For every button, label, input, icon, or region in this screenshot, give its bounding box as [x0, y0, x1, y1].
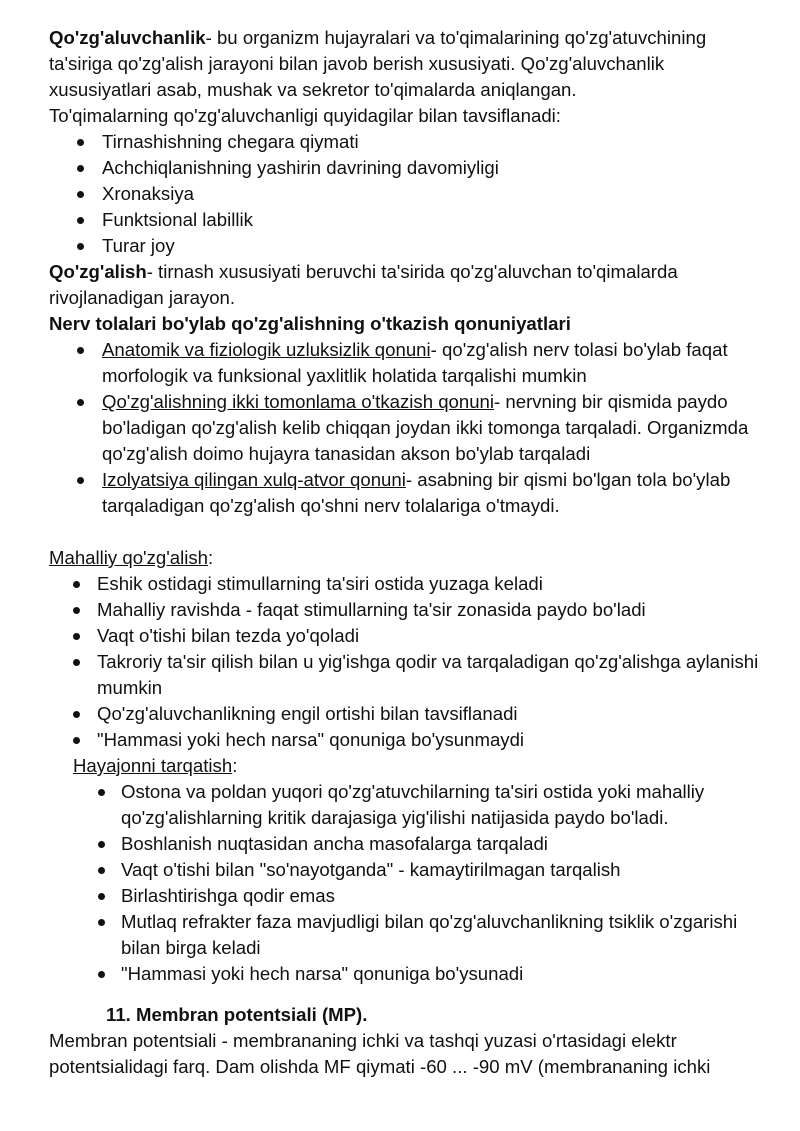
law-item — [49, 337, 769, 389]
excitability-definition — [49, 25, 769, 103]
excitability-characteristics-list — [49, 129, 769, 259]
list-item: Turar joy — [49, 233, 769, 259]
heading-colon: : — [232, 755, 238, 776]
list-item: Mutlaq refrakter faza mavjudligi bilan qo'zg'aluvchanlikning tsiklik o'zgarishi bilan birga keladi — [49, 909, 769, 961]
law-item — [49, 389, 769, 467]
law-text: - nervning bir qismida paydo bo'ladigan qo'zg'alish kelib chiqqan joydan ikki tomonga tarqaladi. Organizmda qo'zg'alish doimo hujayra tanasidan akson bo'ylab tarqaladi — [102, 391, 749, 464]
law-name: Anatomik va fiziologik uzluksizlik qonuni — [102, 339, 431, 360]
excitability-text: - bu organizm hujayralari va to'qimalarining qo'zg'atuvchining ta'siriga qo'zg'alish jarayoni bilan javob berish xususiyati. Qo'zg'aluvchanlik xususiyatlari asab, mushak va sekretor to'qimalarda aniqlangan. — [49, 27, 707, 100]
law-text: - asabning bir qismi bo'lgan tola bo'ylab tarqaladigan qo'zg'alish qo'shni nerv tolalariga o'tmaydi. — [102, 469, 731, 516]
heading-colon: : — [208, 547, 214, 568]
list-item: "Hammasi yoki hech narsa" qonuniga bo'ysunmaydi — [49, 727, 769, 753]
section-11-heading: 11. Membran potentsiali (MP). — [106, 1004, 368, 1025]
law-item — [49, 467, 769, 519]
blank-line — [49, 519, 769, 545]
spreading-excitation-heading — [49, 753, 769, 779]
local-excitation-heading — [49, 545, 769, 571]
list-item: Eshik ostidagi stimullarning ta'siri ostida yuzaga keladi — [49, 571, 769, 597]
list-item: Tirnashishning chegara qiymati — [49, 129, 769, 155]
list-item: Takroriy ta'sir qilish bilan u yig'ishga qodir va tarqaladigan qo'zg'alishga aylanishi mumkin — [49, 649, 769, 701]
section-11-text: Membran potentsiali - membrananing ichki va tashqi yuzasi o'rtasidagi elektr potentsialidagi farq. Dam olishda MF qiymati -60 ... -90 mV (membrananing ichki — [49, 1030, 711, 1077]
laws-heading: Nerv tolalari bo'ylab qo'zg'alishning o'tkazish qonuniyatlari — [49, 313, 571, 334]
law-text: - qo'zg'alish nerv tolasi bo'ylab faqat morfologik va funksional yaxlitlik holatida tarqalishi mumkin — [102, 339, 728, 386]
local-excitation-list — [49, 571, 769, 753]
spreading-excitation-title: Hayajonni tarqatish — [73, 755, 233, 776]
list-item: Mahalliy ravishda - faqat stimullarning ta'sir zonasida paydo bo'ladi — [49, 597, 769, 623]
law-name: Qo'zg'alishning ikki tomonlama o'tkazish qonuni — [102, 391, 495, 412]
list-item: Ostona va poldan yuqori qo'zg'atuvchilarning ta'siri ostida yoki mahalliy qo'zg'alishlarning kritik darajasiga yig'ilishi natijasida paydo bo'ladi. — [49, 779, 769, 831]
list-item: Boshlanish nuqtasidan ancha masofalarga tarqaladi — [49, 831, 769, 857]
list-item: Vaqt o'tishi bilan "so'nayotganda" - kamaytirilmagan tarqalish — [49, 857, 769, 883]
excitation-term: Qo'zg'alish — [49, 261, 147, 282]
conduction-laws-list — [49, 337, 769, 519]
local-excitation-title: Mahalliy qo'zg'alish — [49, 547, 209, 568]
law-name: Izolyatsiya qilingan xulq-atvor qonuni — [102, 469, 406, 490]
spreading-excitation-list — [49, 779, 769, 987]
document-page — [49, 25, 769, 1080]
list-item: Xronaksiya — [49, 181, 769, 207]
list-item: Qo'zg'aluvchanlikning engil ortishi bilan tavsiflanadi — [49, 701, 769, 727]
list-item: "Hammasi yoki hech narsa" qonuniga bo'ysunadi — [49, 961, 769, 987]
excitation-text: - tirnash xususiyati beruvchi ta'sirida qo'zg'aluvchan to'qimalarda rivojlanadigan jarayon. — [49, 261, 678, 308]
characterized-by-text: To'qimalarning qo'zg'aluvchanligi quyidagilar bilan tavsiflanadi: — [49, 105, 561, 126]
list-item: Achchiqlanishning yashirin davrining davomiyligi — [49, 155, 769, 181]
list-item: Birlashtirishga qodir emas — [49, 883, 769, 909]
excitation-definition — [49, 259, 769, 311]
excitability-term: Qo'zg'aluvchanlik — [49, 27, 206, 48]
list-item: Funktsional labillik — [49, 207, 769, 233]
list-item: Vaqt o'tishi bilan tezda yo'qoladi — [49, 623, 769, 649]
